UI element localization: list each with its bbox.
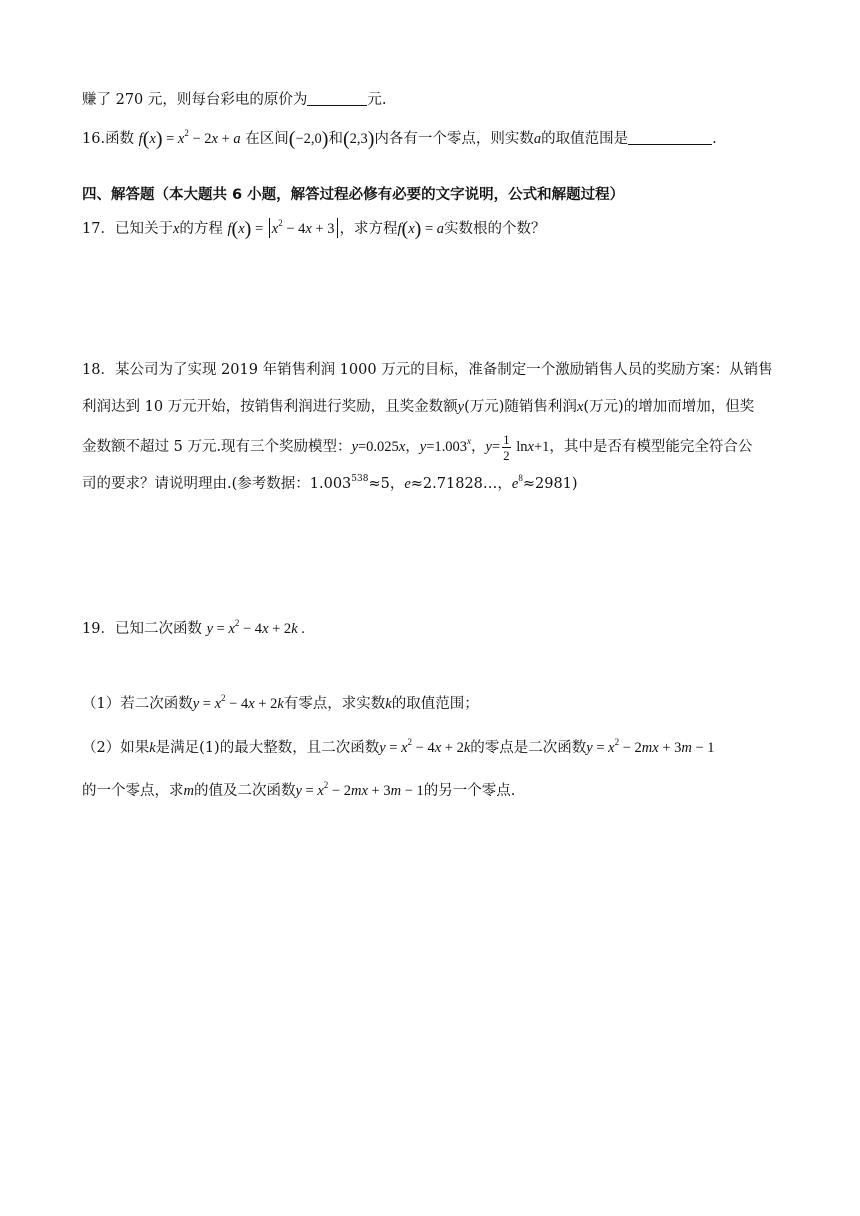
answer-blank[interactable] — [307, 91, 367, 106]
question-19-part-2-continued: 的一个零点，求m的值及二次函数$y = x^2 - 2mx + 3m - 1$的另一个零点. — [82, 780, 516, 799]
question-18-line-4: 司的要求？请说明理由.(参考数据：$1.003^{538}\approx 5$，e≈2.71828…，$e^8\approx 2981$) — [82, 473, 578, 492]
question-19-part-1: （1）若二次函数$y = x^2 - 4x + 2k$有零点，求实数k的取值范围； — [82, 693, 479, 712]
question-18-line-1: 18．某公司为了实现 2019 年销售利润 1000 万元的目标，准备制定一个激励销售人员的奖励方案：从销售 — [82, 362, 773, 378]
question-18-line-3: 金数额不超过 5 万元.现有三个奖励模型：y=0.025x，$y=1.003^x$，y= $\frac{1}{2}$ lnx+1，其中是否有模型能完全符合公 — [82, 431, 753, 463]
section-heading: 四、解答题（本大题共 6 小题，解答过程必修有必要的文字说明，公式和解题过程） — [82, 187, 625, 203]
question-18-line-2: 利润达到 10 万元开始，按销售利润进行奖励，且奖金数额y(万元)随销售利润x(万元)的增加而增加，但奖 — [82, 399, 755, 415]
answer-blank[interactable] — [628, 130, 712, 145]
question-19: 19．已知二次函数 $y = x^2 - 4x + 2k$ . — [82, 618, 305, 637]
one-half-fraction: $\frac{1}{2}$ — [503, 431, 510, 463]
question-15-tail: 赚了 270 元，则每台彩电的原价为 元. — [82, 92, 387, 108]
question-17: 17．已知关于x的方程 $f(x) = x^2 - 4x + 3$ ，求方程f(x) = a实数根的个数？ — [82, 218, 546, 240]
question-16: 16.函数 $f(x) = x^2 - 2x + a$ 在区间(−2,0)和(2,3)内各有一个零点，则实数a的取值范围是 . — [82, 128, 717, 150]
question-19-part-2: （2）如果k是满足(1)的最大整数，且二次函数$y = x^2 - 4x + 2k$的零点是二次函数$y = x^2 - 2mx + 3m - 1$ — [82, 737, 715, 756]
